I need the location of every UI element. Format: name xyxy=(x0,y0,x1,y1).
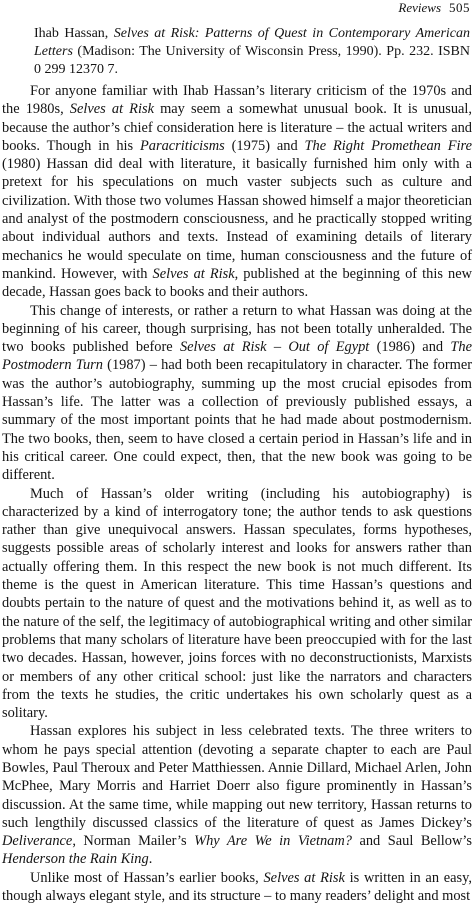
italic-title: Henderson the Rain King xyxy=(2,851,149,868)
text-run: (1980) Hassan did deal with literature, it basically furnished him only with a pretext for his speculations on much vaster subjects such as culture and civilization. With those two volumes Hassan showed himself a major theoretician and analyst of the postmodern consciousness, and he practically stopped writing about individual authors and texts. Instead of examining details of literary mechanics he would speculate on time, human consciousness and the future of mankind. However, with xyxy=(2,156,472,282)
text-run: Unlike most of Hassan’s earlier books, xyxy=(30,869,264,886)
text-run: is written in an easy, though always elegant style, and its structure – to many readers’ delight and most xyxy=(2,869,472,905)
text-run: and Saul Bellow’s xyxy=(351,833,472,850)
text-run: Hassan explores his subject in less celebrated texts. The three writers to whom he pays special attention (devoting a separate chapter to each are Paul Bowles, Paul Theroux and Peter Matthiessen. Annie Dillard, Michael Arlen, John McPhee, Mary Morris and Harriet Doerr also figure prominently in Hassan’s discussion. At the same time, while mapping out new territory, Hassan returns to such lengthily discussed classics of the literature of quest as James Dickey’s xyxy=(2,723,472,831)
citation-publication: (Madison: The University of Wisconsin Press, 1990). Pp. 232. ISBN 0 299 12370 7. xyxy=(34,44,470,77)
italic-title: Paracriticisms xyxy=(140,137,225,154)
paragraph xyxy=(2,722,472,868)
text-run: , Norman Mailer’s xyxy=(72,833,195,850)
running-head xyxy=(398,0,470,16)
text-run: Much of Hassan’s older writing (including his autobiography) is characterized by a kind of interrogatory tone; the author tends to ask questions rather than give unequivocal answers. Hassan speculates, forms hypotheses, suggests possible areas of scholarly interest and looks for answers rather than actually offering them. In this respect the new book is not much different. Its theme is the quest in American literature. This time Hassan’s questions and doubts pertain to the nature of quest and the motivations behind it, as well as to the nature of the self, the legitimacy of autobiographical writing and other similar problems that many scholars of literature have been preoccupied with for the last two decades. Hassan, however, joins forces with no deconstructionists, Marxists or members of any other critical school: just like the narrators and characters from the texts he studies, the critic undertakes his own scholarly quest as a solitary. xyxy=(2,485,472,722)
italic-title: Selves at Risk xyxy=(152,265,235,282)
book-citation xyxy=(34,25,470,79)
italic-title: Why Are We in Vietnam? xyxy=(194,833,352,850)
review-body xyxy=(2,82,472,905)
italic-title: The Right Promethean Fire xyxy=(304,137,472,154)
text-run: (1975) and xyxy=(224,137,305,154)
text-run: (1987) – had both been recapitulatory in character. The former was the author’s autobiography, summing up the most crucial episodes from Hassan’s life. The latter was a collection of previously published essays, a summary of the most important points that he had made about postmodernism. The two books, then, seem to have closed a certain period in Hassan’s life and in his critical career. One could expect, then, that the new book was going to be different. xyxy=(2,357,472,484)
italic-title: The Postmodern Turn xyxy=(2,339,472,374)
text-run: may seem a somewhat unusual book. It is unusual, because the author’s chief consideration here is literature – the actual writers and books. Though in his xyxy=(2,101,473,154)
italic-title: Deliverance xyxy=(2,833,73,850)
citation-author: Ihab Hassan, xyxy=(34,26,109,41)
italic-title: Selves at Risk xyxy=(69,101,154,118)
text-run: For anyone familiar with Ihab Hassan’s literary criticism of the 1970s and the 1980s, xyxy=(2,83,472,118)
paragraph xyxy=(2,302,472,485)
running-head-title: Reviews xyxy=(398,0,441,15)
paragraph xyxy=(2,485,472,723)
paragraph xyxy=(2,82,472,302)
text-run: (1986) and xyxy=(369,339,451,356)
text-run: . xyxy=(148,851,153,868)
italic-title: Selves at Risk – Out of Egypt xyxy=(179,339,370,356)
text-run: This change of interests, or rather a return to what Hassan was doing at the beginning of his career, though surprising, has not been totally unheralded. The two books published before xyxy=(2,302,472,356)
page-number: 505 xyxy=(449,0,470,15)
paragraph xyxy=(2,869,472,905)
italic-title: Selves at Risk xyxy=(263,869,345,886)
text-run: , published at the beginning of this new decade, Hassan goes back to books and their authors. xyxy=(2,265,472,301)
citation-book-title: Selves at Risk: Patterns of Quest in Contemporary American Letters xyxy=(34,26,470,59)
